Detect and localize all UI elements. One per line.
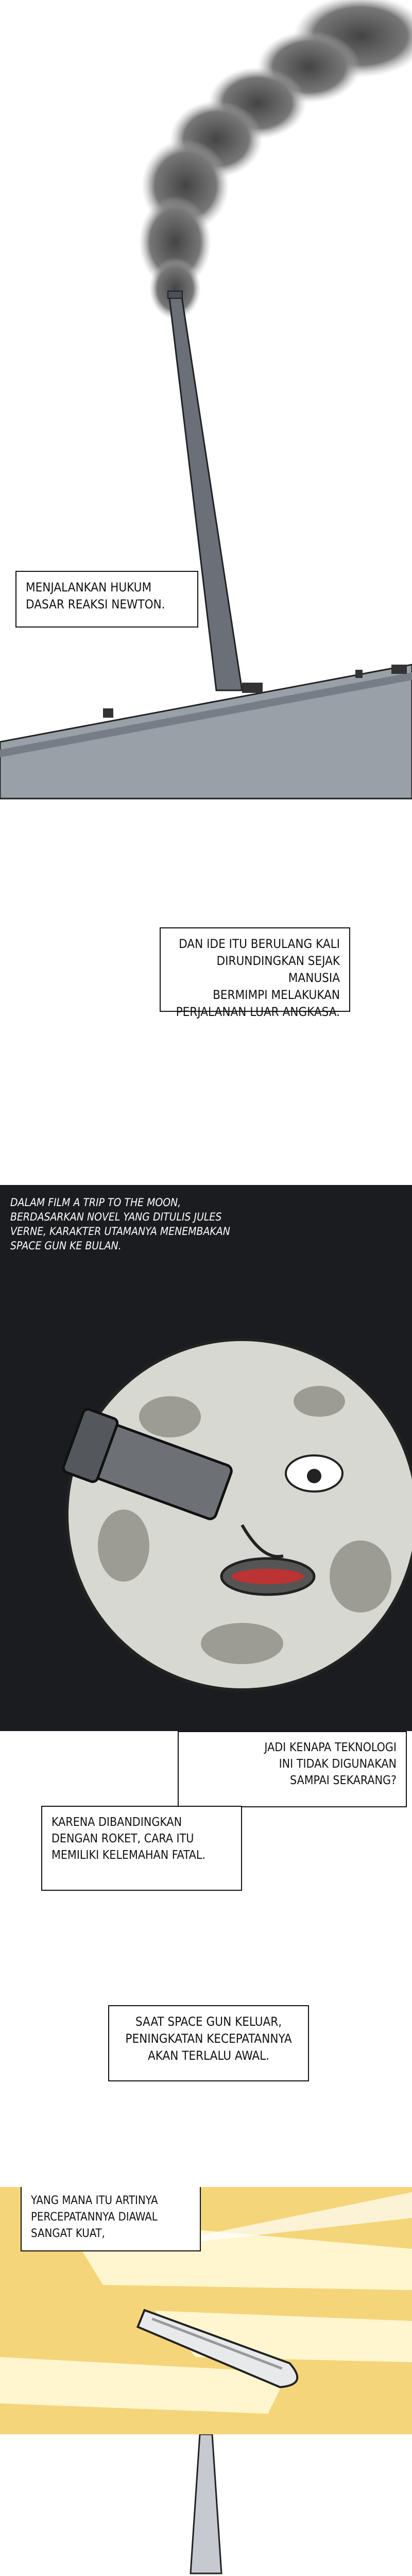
moon-with-rocket [0, 1185, 412, 1731]
caption-box-top: JADI KENAPA TEKNOLOGI INI TIDAK DIGUNAKAN SAMPAI SEKARANG? [178, 1731, 407, 1807]
caption-box: SAAT SPACE GUN KELUAR, PENINGKATAN KECEPATANNYA AKAN TERLALU AWAL. [108, 2005, 309, 2081]
smokestack [169, 294, 242, 690]
panel-idea [0, 804, 412, 1164]
caption-box: YANG MANA ITU ARTINYA PERCEPATANNYA DIAWAL SANGAT KUAT, [21, 2187, 201, 2251]
caption-box: MENJALANKAN HUKUM DASAR REAKSI NEWTON. [15, 571, 198, 628]
caption-box: DAN IDE ITU BERULANG KALI DIRUNDINGKAN SEJAK MANUSIA BERMIMPI MELAKUKAN PERJALANAN LUAR ANGKASA. [160, 927, 350, 1012]
smokestack-illustration [0, 0, 412, 804]
panel-smokestack [0, 0, 412, 804]
panel-moon-film [0, 1185, 412, 1731]
panel-question [0, 1731, 412, 1999]
capsule-interior-illustration [0, 2434, 412, 2576]
panel-speed [0, 2187, 412, 2434]
caption-box-bottom: KARENA DIBANDINGKAN DENGAN ROKET, CARA ITU MEMILIKI KELEMAHAN FATAL. [41, 1806, 242, 1891]
panel-capsule-interior [0, 2434, 412, 2576]
panel-acceleration [0, 1999, 412, 2184]
caption-text: DALAM FILM A TRIP TO THE MOON, BERDASARKAN NOVEL YANG DITULIS JULES VERNE, KARAKTER UTAMANYA MENEMBAKAN SPACE GUN KE BULAN. [10, 1196, 230, 1252]
